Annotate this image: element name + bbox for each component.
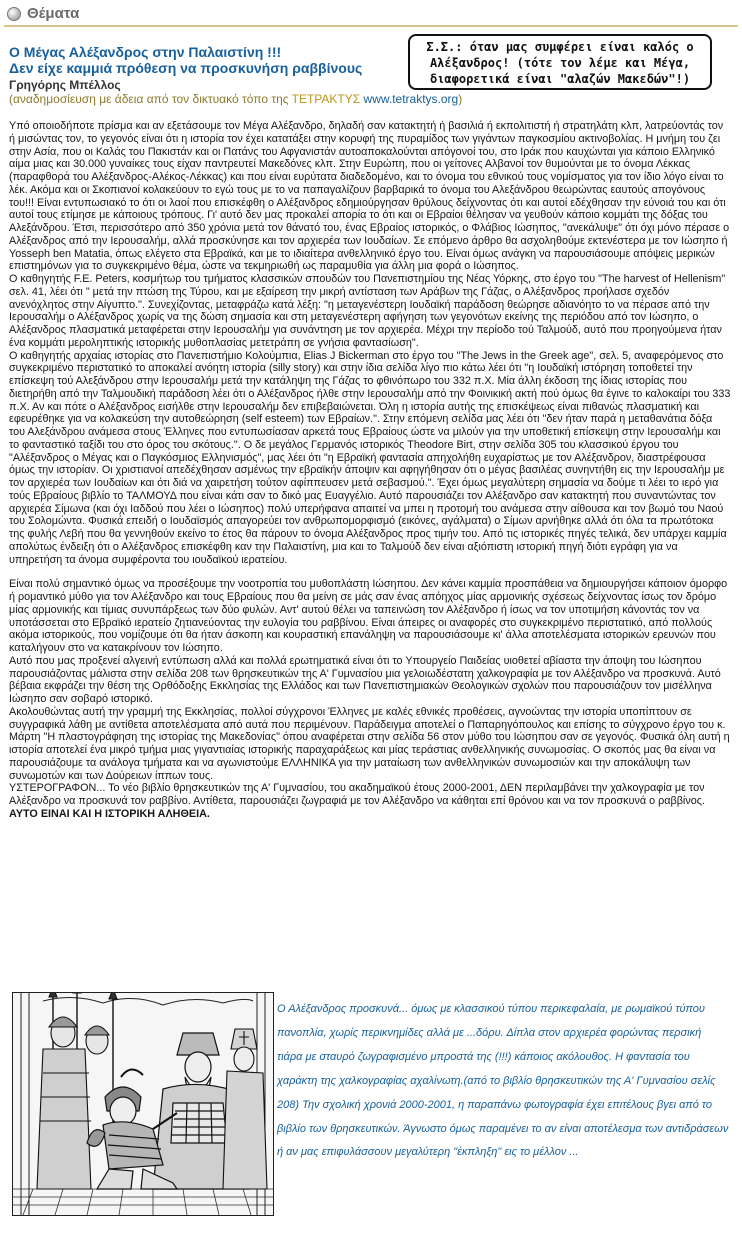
section-divider (4, 25, 738, 27)
paragraph-church-line: Ακολουθώντας αυτή την γραμμή της Εκκλησίας, πολλοί σύγχρονοι Έλληνες με καλές εθνικές προθέσεις, αγνοώντας την ιστορία υποπίπτουν σε συγγραφικά λάθη με αντίθετα αποτελέσματα από αυτά που περιμένουν. Παράδειγμα αποτελεί ο Παπαρηγόπουλος και επίσης το σύγχρονο έργο του κ. Μάρτη "Η πλαστογράφηση της ιστορίας της Μακεδονίας" όπου αναφέρεται στην σελίδα 56 στον μύθο του Ιώσηπου σαν σε γεγονός. Φυσικά όλη αυτή η ιστορία αποτελεί ένα μικρό τμήμα μιας γιγαντιαίας ιστορικής παραχαράξεως και μίας τεράστιας ανθελληνικής συνωμοσίας. Ο σκοπός μας θα είναι να παρουσιάζουμε τα ανάλογα τμήματα και να αγωνιστούμε ΕΛΛΗΝΙΚΑ για την ματαίωση των ανθελληνικών συνωμοσιών και την αποκάλυψη των συνωμοτών και των Δούρειων ίππων τους. (9, 705, 730, 782)
article-body (9, 120, 731, 821)
paragraph-ministry: Αυτό που μας προξενεί αλγεινή εντύπωση αλλά και πολλά ερωτηματικά είναι ότι το Υπουργείο Παιδείας υιοθετεί αβίαστα την άποψη του Ιώσηπου παρουσιάζοντας μάλιστα στην σελίδα 208 των θρησκευτικών της Α' Γυμνασίου μια γελοιωδέστατη χαλκογραφία με τον Αλέξανδρο να προσκυνά. Αυτό βέβαια εκφράζει την θέση της Ορθόδοξης Εκκλησίας της Ελλάδος και των Πανεπιστημιακών Θεολογικών σχολών που παρουσιάζουν τον μισέλληνα Ιώσηπο σαν σοβαρό ιστορικό. (9, 654, 721, 705)
editor-note-box (408, 34, 712, 90)
sphere-bullet-icon (7, 7, 21, 21)
paragraph-mentality: Είναι πολύ σημαντικό όμως να προσέξουμε την νοοτροπία του μυθοπλάστη Ιώσηπου. Δεν κάνει καμμία προσπάθεια να δημιουργήσει κάποιον όμορφο ή ρομαντικό μύθο για τον Αλέξανδρο και τους Εβραίους που θα μείνη σε μάς σαν ένας απόηχος μίας αρμονικής σχέσεως δείχνοντας ίσως τον δρόμο μίας αρμονικής και τίμιας συνυπάρξεως των δύο φυλών. Αντ' αυτού θέλει να ταπεινώση τον Αλέξανδρο ή ίσως να τον υποτιμήση κάνοντάς τον να υποτάσσεται στο Εβραϊκό ιερατείο ζητιανεύοντας την ευλογία του ραββίνου. Είναι άπειρες οι αναφορές στο συγκεκριμένο περιστατικό, από πολλούς ακόμα ιστορικούς, που νομίζουμε ότι θα ήταν άσκοπη και κουραστική επανάληψη να παρουσιάσουμε κι' άλλα αποτελέσματα ιστορικών ερευνών που καταλήγουν στο να κατακρίνουν τον Ιώσηπο. (9, 578, 728, 654)
paragraph-gap (9, 566, 731, 578)
section-header (0, 0, 742, 28)
closing-statement: ΑΥΤΟ ΕΙΝΑΙ ΚΑΙ Η ΙΣΤΟΡΙΚΗ ΑΛΗΘΕΙΑ. (9, 807, 210, 820)
article-title-line1: Ο Μέγας Αλέξανδρος στην Παλαιστίνη !!! (9, 44, 282, 60)
editor-note-line2: Αλέξανδρος! (τότε τον λέμε και Μέγα, (429, 56, 691, 70)
repub-site-link[interactable]: www.tetraktys.org (363, 92, 459, 106)
article-title-line2: Δεν είχε καμμιά πρόθεση να προσκυνήση ραββίνους (9, 60, 363, 76)
paragraph-postscript: ΥΣΤΕΡΟΓΡΑΦΟΝ... Το νέο βιβλίο θρησκευτικών της Α' Γυμνασίου, του ακαδημαϊκού έτους 2000-2001, ΔΕΝ περιλαμβάνει την χαλκογραφία με τον Αλέξανδρο να προσκυνά τον ραββίνο. Αντίθετα, παρουσιάζει ζωγραφιά με τον Αλέξανδρο να κάθηται επί θρόνου και να τον προσκυνά ο ραββίνος. (9, 782, 705, 807)
engraving-drawing (13, 993, 273, 1215)
repub-suffix: ) (458, 92, 463, 106)
section-label[interactable]: Θέματα (27, 5, 80, 22)
article-author: Γρηγόρης Μπέλλος (9, 78, 121, 92)
paragraph-bickerman: Ο καθηγητής αρχαίας ιστορίας στο Πανεπιστήμιο Κολούμπια, Elias J Bickerman στο έργο του "The Jews in the Greek age", σελ. 5, αναφερόμενος στο συγκεκριμένο περιστατικό το αποκαλεί ανόητη ιστορία (silly story) και στην ίδια σελίδα λίγο πιο κάτω λέει ότι "η Ιουδαϊκή ιστόρηση τοποθετεί την επίσκεψη τού Αλεξάνδρου στην Ιερουσαλήμ μετά την κατάληψη της Γάζας το φθινόπωρο του 332 π.Χ. Μία άλλη έκδοση της ίδιας ιστορίας που διετηρήθη από την Ταλμουδική παράδοση λέει ότι ο Αλέξανδρος ήλθε στην Ιερουσαλήμ από την Φοινικική ακτή πού όμως θα έγινε το καλοκαίρι του 333 π.Χ. Αν και πότε ο Αλέξανδρος εισήλθε στην Ιερουσαλήμ δεν επιβεβαιώνεται. Όλη η ιστορία αυτής της επισκέψεως είναι πιθανώς πλασματική και εφευρέθηκε για να κολακεύση την αυτοθεώρηση (self esteem) των Εβραίων.". Στην επόμενη σελίδα μας λέει ότι "δεν ήταν παρά η μεταθανάτια δόξα του Αλεξάνδρου ανάμεσα στους Έλληνες που εντυπωσίασαν αρκετά τους Εβραίους ώστε να μιλούν για την υποθετική επίσκεψη στην Ιερουσαλήμ και το φανταστικό ταξίδι του στο όρος του σκότους.". Ο δε μεγάλος Γερμανός ιστορικός Theodore Birt, στην σελίδα 305 του κλασσικού έργου του "Αλέξανδρος ο Μέγας και ο Παγκόσμιος Ελληνισμός", μας λέει ότι "η Εβραϊκή φαντασία απηχολήθη ευχαρίστως με τον Αλέξανδρον, διαστρέφουσα όμως την ιστορίαν. Οι χριστιανοί απεδέχθησαν ασμένως την εβραϊκήν άποψιν και αφηγήθησαν ότι ο μέγας βασιλέας συνηντήθη εις την Ιερουσαλήμ με τον αρχιερέα των Ιουδαίων και ότι διά να χαιρετήση τούτον αφίππευσεν μετά σεβασμού.". Έχει όμως μεγαλύτερη σημασία να δούμε τι λέει το ιερό για τούς Εβραίους βιβλίο το ΤΑΛΜΟΥΔ που είναι κάτι σαν το δικό μας Ευαγγέλιο. Αυτό παρουσιάζει τον Αλέξανδρο σαν κατακτητή που συναντώντας τον αρχιερέα Σίμωνα (και όχι Ιαδδού που λέει ο Ιώσηπος) πολύ υπερήφανα απαιτεί να μπει η προτομή του ανάμεσα στην αίθουσα και τον βωμό του Ναού του Σολομώντα. Φυσικά επειδή ο Ιουδαϊσμός απαγορεύει τον ανθρωπομορφισμό (εικόνες, αγάλματα) ο Σίμων αρνήθηκε αλλά ότι όλα τα πρωτότοκα της φυλής Λεβή που θα γεννηθούν εκείνο το έτος θα πάρουν το όνομα Αλέξανδρος προς τιμήν του. Από τις ιστορικές πηγές τελικά, δεν υπάρχει καμμία απολύτως ένδειξη ότι ο Αλέξανδρος επισκέφθη καν την Παλαιστίνη, μια και το Ταλμούδ δεν είναι αξιόπιστη ιστορική πηγή διότι εγράφη για να υπηρετήση τα άνομα συμφέροντα του ιουδαϊκού ιερατείου. (9, 349, 731, 566)
editor-note-line1: Σ.Σ.: όταν μας συμφέρει είναι καλός ο (426, 40, 694, 54)
republication-note (9, 92, 479, 106)
editor-note-line3: διαφορετικά είναι "αλαζών Μακεδών"!) (429, 72, 691, 86)
repub-site-name: ΤΕΤΡΑΚΤΥΣ (291, 92, 361, 106)
paragraph-peters: Ο καθηγητής F.E. Peters, κοσμήτωρ του τμήματος κλασσικών σπουδών του Πανεπιστημίου της Νέας Υόρκης, στο έργο του "The harvest of Hellenism" σελ. 41, λέει ότι " μετά την πτώση της Τύρου, και με εξαίρεση την μικρή αντίσταση των Αράβων της Γάζας, ο Αλέξανδρος προήλασε σχεδόν ανενόχλητος στην Αίγυπτο.". Συνεχίζοντας, μεταφράζω κατά λέξη: "η μεταγενέστερη Ιουδαϊκή παράδοση θεώρησε αδιανόητο το να πέρασε από την Ιερουσαλήμ ο Αλέξανδρος χωρίς να της δώση σημασία και στη μεταγενέστερη αφήγηση των γεγονότων εκείνης της περιόδου από τον Ιώσηπο, ο Αλέξανδρος πλασματικά μεταφέρεται στην Ιερουσαλήμ για συνάντηση με τον αρχιερέα. Μέχρι την περίοδο τού Ταλμούδ, αυτό που προηγούμενα ήταν ένα κομμάτι μεροληπτικής ιστορικής μυθοπλασίας μετετράπη σε γνήσια φαντασίωση". (9, 273, 726, 349)
repub-prefix: (αναδημοσίευση με άδεια από τον δικτυακό τόπο της (9, 92, 292, 106)
article-title (9, 44, 409, 76)
engraving-illustration (12, 992, 274, 1216)
paragraph-intro: Υπό οποιοδήποτε πρίσμα και αν εξετάσουμε τον Μέγα Αλέξανδρο, δηλαδή σαν κατακτητή ή βασιλιά ή εκπολιτιστή ή στρατηλάτη κλπ, λατρεύοντάς τον ή μισώντας τον, το γεγονός είναι ότι η ιστορία τον έχει κατατάξει στην κορυφή της πυραμίδος των γιγάντων παγκοσμίου ακτινοβολίας. Η μνήμη του ζει στην Ασία, που οι Καλάς του Πακιστάν και οι Πατάνς του Αφγανιστάν αυτοαποκαλούνται απόγονοί του, στο Ιράκ που καυχώνται για κάποιο Ελληνικό αίμα μιας και 30.000 γυναίκες τους είχαν παντρευτεί Μακεδόνες κλπ. Στην Ευρώπη, που οι γείτονες Αλβανοί τον θυμούνται με το όνομα Λέκκας (παραφθορά του Αλέξανδρος-Αλέκος-Λέκκας) και που είναι ευρύτατα διαδεδομένο, και το όνομα του εθνικού τους νομίσματος για τον ίδιο λόγο είναι το λέκ. Ακόμα και οι Σκοπιανοί κολακεύουν το εγώ τους με το να παπαγαλίζουν βαρβαρικά το όνομα του Αλεξάνδρου θεωρώντας εαυτούς απογόνους του!!! Είναι εντυπωσιακό το ότι οι λαοί που επισκέφθη ο Αλέξανδρος εδημιούργησαν θρύλους δείχνοντας ότι και αυτοί εδέχθησαν την εύνοιά του και ότι αυτοί τους ετίμησε με κάποιους τρόπους. Γι' αυτό δεν μας προκαλεί απορία το ότι και οι Εβραίοι θέλησαν να γευθούν κάποιο κομμάτι της δόξας του Αλεξάνδρου. Έτσι, περισσότερο από 350 χρόνια μετά τον θάνατό του, ένας Εβραίος ιστορικός, ο Φλάβιος Ιώσηπος, "ανεκάλυψε" ότι όχι μόνο πέρασε ο Αλέξανδρος από την Ιερουσαλήμ, αλλά προσκύνησε και τον αρχιερέα των Ιουδαίων. Σε επόμενο άρθρο θα ασχοληθούμε εκτενέστερα με τον Ιώσηπο ή Yosseph ben Matatia, όπως ελέγετο στα Εβραϊκά, και με το ιδιαίτερα ανθελληνικό έργο του. Είναι όμως ανάγκη να παρουσιάσουμε απόψεις μερικών επιστημόνων για το συγκεκριμένο θέμα, ώστε να τεκμηριωθή ως παραμυθία για άλλη μια φορά ο Ιώσηπος. (9, 120, 730, 273)
figure-caption: Ο Αλέξανδρος προσκυνά... όμως με κλασσικού τύπου περικεφαλαία, με ρωμαϊκού τύπου πανοπλία, χωρίς περικνημίδες αλλά με ...δόρυ. Δίπλα στον αρχιερέα φορώντας περσική τιάρα με σταυρό ζωγραφισμένο μπροστά της (!!!) κάποιος ακόλουθος. Η φαντασία του χαράκτη της χαλκογραφίας αχαλίνωτη.(από το βιβλίο θρησκευτικών της Α' Γυμνασίου σελίς 208) Την σχολική χρονιά 2000-2001, η παραπάνω φωτογραφία έχει επιτέλους βγει από το βιβλίο των θρησκευτικών. Άγνωστο όμως παραμένει το αν είναι αποτέλεσμα των αντιδράσεων ή αν μας επιφυλάσσουν μεγαλύτερη "έκπληξη" εις το μέλλον ... (277, 1003, 729, 1159)
